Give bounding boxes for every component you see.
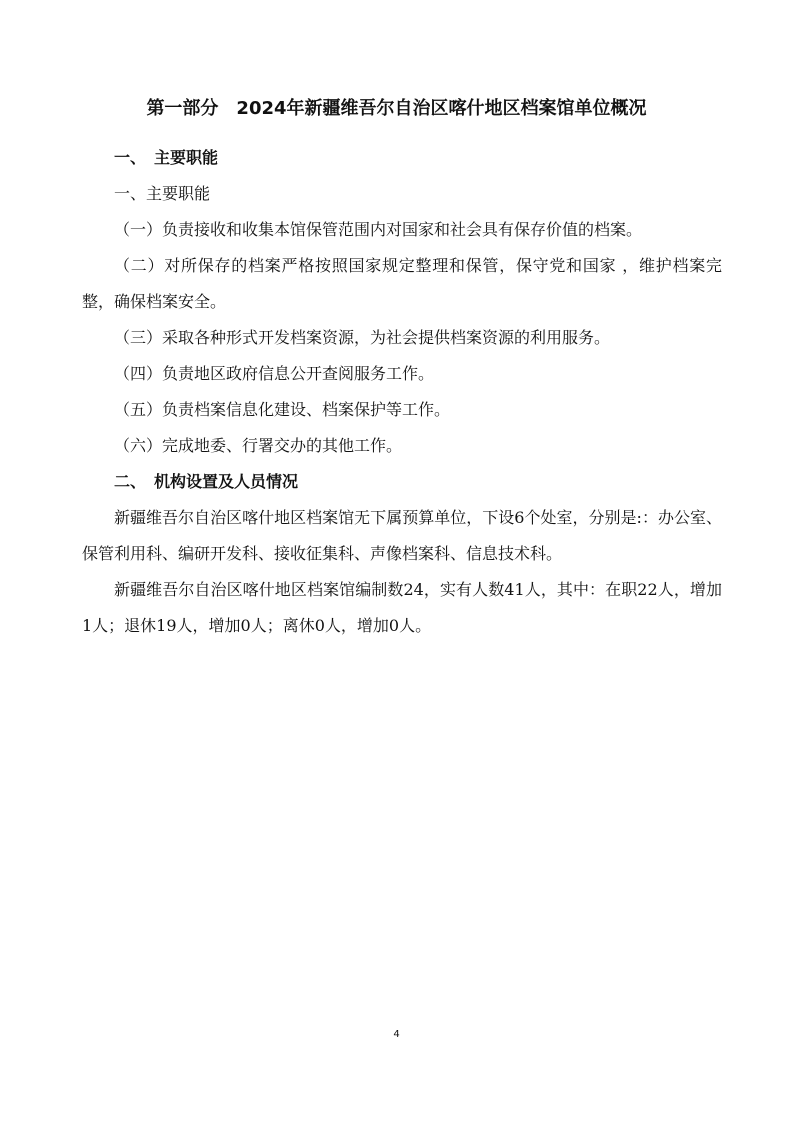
paragraph: （四）负责地区政府信息公开查阅服务工作。: [114, 364, 435, 383]
paragraph: 新疆维吾尔自治区喀什地区档案馆编制数24，实有人数41人，其中：在职22人，增加1人；退休19人，增加0人；离休0人，增加0人。: [82, 580, 722, 635]
paragraph: （一）负责接收和收集本馆保管范围内对国家和社会具有保存价值的档案。: [114, 220, 643, 239]
page-title: 第一部分 2024年新疆维吾尔自治区喀什地区档案馆单位概况: [146, 98, 647, 119]
paragraph: （二）对所保存的档案严格按照国家规定整理和保管，保守党和国家 ，维护档案完整，确保档案安全。: [82, 256, 722, 311]
paragraph: （六）完成地委、行署交办的其他工作。: [114, 436, 403, 455]
section-heading-organization-staffing: 二、 机构设置及人员情况: [114, 472, 299, 491]
paragraph: 新疆维吾尔自治区喀什地区档案馆无下属预算单位，下设6个处室，分别是:：办公室、保管利用科、编研开发科、接收征集科、声像档案科、信息技术科。: [82, 508, 722, 563]
section-heading-main-functions: 一、 主要职能: [114, 148, 219, 167]
paragraph: 一、主要职能: [114, 184, 211, 203]
document-body: [82, 140, 722, 644]
paragraph: （三）采取各种形式开发档案资源，为社会提供档案资源的利用服务。: [114, 328, 611, 347]
page-number: 4: [393, 1029, 400, 1040]
paragraph: （五）负责档案信息化建设、档案保护等工作。: [114, 400, 451, 419]
